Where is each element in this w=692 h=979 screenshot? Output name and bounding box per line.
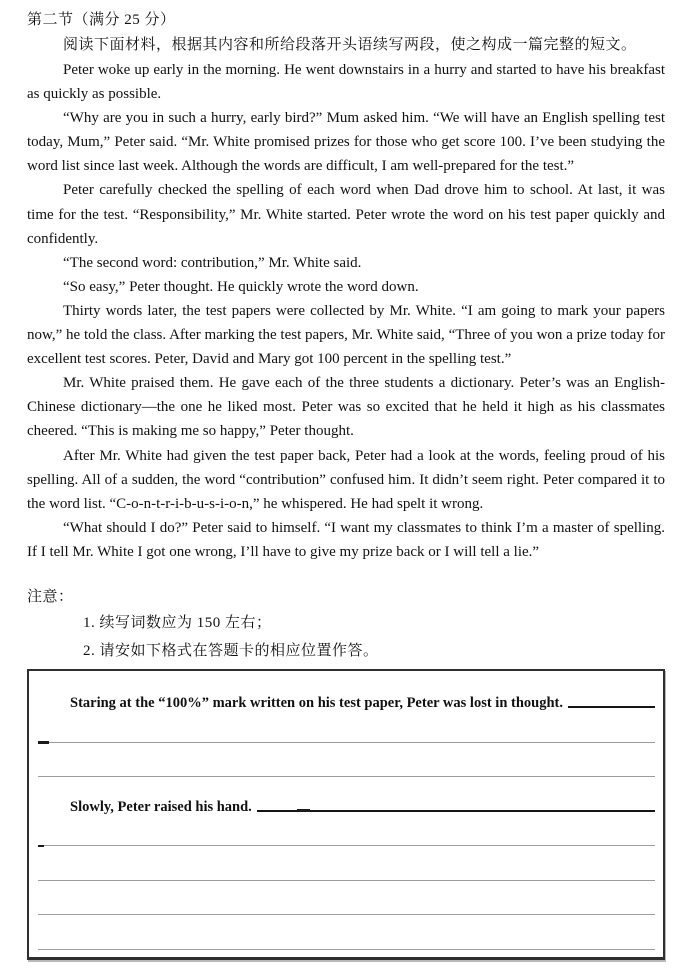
story-paragraph-6: Thirty words later, the test papers were collected by Mr. White. “I am going to mark your papers now,” he told the class. After marking the test papers, Mr. White said, “Three of you won a prize today for excellent test scores. Peter, David and Mary got 100 percent in the spelling test.” <box>27 302 665 368</box>
opening-sentence-1: Staring at the “100%” mark written on his test paper, Peter was lost in thought. <box>70 695 563 712</box>
writing-line <box>38 776 655 777</box>
note-item-1: 1. 续写词数应为 150 左右； <box>83 614 272 631</box>
story-paragraph-2: “Why are you in such a hurry, early bird?” Mum asked him. “We will have an English spelling test today, Mum,” Peter said. “Mr. White promised prizes for those who get score 100. I’ve been studying the word list since last week. Although the words are difficult, I am well-prepared for the test.” <box>27 110 665 175</box>
writing-line <box>38 742 655 743</box>
answer-box-row <box>38 853 655 888</box>
blank-after-opening-2 <box>257 810 655 812</box>
underscore-mark <box>38 845 44 848</box>
story-paragraph-3: Peter carefully checked the spelling of each word when Dad drove him to school. At last, it was time for the test. “Responsibility,” Mr. White started. Peter wrote the word on his test paper quickly and confidently. <box>27 182 665 247</box>
answer-box-row <box>38 715 655 750</box>
section-title: 第二节（满分 25 分） <box>27 12 176 28</box>
story-paragraph-7: Mr. White praised them. He gave each of the three students a dictionary. Peter’s was an English-Chinese dictionary—the one he liked most. Peter was so excited that he held it high as his classmates cheered. “This is making me so happy,” Peter thought. <box>27 375 665 440</box>
answer-box-row <box>38 922 655 957</box>
writing-line <box>38 880 655 881</box>
underscore-mark <box>297 809 310 812</box>
blank-after-opening-1 <box>568 706 655 708</box>
instruction-text: 阅读下面材料，根据其内容和所给段落开头语续写两段，使之构成一篇完整的短文。 <box>63 37 637 53</box>
notes-label: 注意： <box>27 588 74 605</box>
opening-sentence-2: Slowly, Peter raised his hand. <box>70 798 252 815</box>
underscore-mark <box>38 741 49 744</box>
answer-box <box>27 669 665 960</box>
notes-list <box>27 609 665 665</box>
answer-box-row <box>38 888 655 923</box>
story-paragraph-4: “The second word: contribution,” Mr. White said. <box>63 254 362 271</box>
writing-line <box>38 845 655 846</box>
answer-box-row <box>38 750 655 785</box>
answer-box-row <box>38 784 655 819</box>
story-paragraph-8: After Mr. White had given the test paper back, Peter had a look at the words, feeling proud of his spelling. All of a sudden, the word “contribution” confused him. It didn’t seem right. Peter compared it to the word list. “C-o-n-t-r-i-b-u-s-i-o-n,” he whispered. He had spelt it wrong. <box>27 447 665 512</box>
story-paragraph-9: “What should I do?” Peter said to himself. “I want my classmates to think I’m a master of spelling. If I tell Mr. White I got one wrong, I’ll have to give my prize back or I will tell a lie.” <box>27 519 665 560</box>
story-paragraph-5: “So easy,” Peter thought. He quickly wrote the word down. <box>63 278 419 295</box>
writing-line <box>38 914 655 915</box>
answer-box-row <box>38 681 655 716</box>
answer-box-row <box>38 819 655 854</box>
writing-line <box>38 949 655 950</box>
story-paragraph-1: Peter woke up early in the morning. He went downstairs in a hurry and started to have his breakfast as quickly as possible. <box>27 62 665 103</box>
note-item-2: 2. 请安如下格式在答题卡的相应位置作答。 <box>83 642 379 659</box>
